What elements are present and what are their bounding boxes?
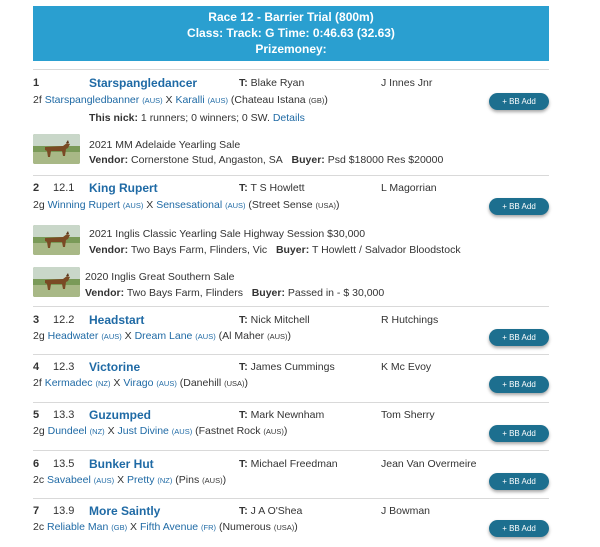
sire-link[interactable]: Headwater [47, 330, 99, 342]
bb-add-button[interactable]: + BB Add [489, 93, 549, 110]
race-title: Race 12 - Barrier Trial (800m) [208, 10, 374, 24]
runner-trainer: T: J A O'Shea [239, 505, 303, 517]
sale-horse-image [33, 267, 80, 297]
dam-link[interactable]: Virago [123, 377, 154, 389]
dam-link[interactable]: Just Divine [117, 425, 169, 437]
sire-link[interactable]: Winning Rupert [47, 199, 120, 211]
runner-jockey: Tom Sherry [381, 409, 435, 421]
runner-trainer: T: Mark Newnham [239, 409, 325, 421]
runner-trainer: T: James Cummings [239, 361, 335, 373]
details-link[interactable]: Details [272, 112, 305, 124]
bb-add-button[interactable]: + BB Add [489, 520, 549, 537]
runner-name-link[interactable]: Headstart [89, 313, 145, 327]
runner-name-link[interactable]: Guzumped [89, 408, 151, 422]
runner-rating: 13.9 [53, 505, 75, 517]
runner-name-link[interactable]: Bunker Hut [89, 457, 154, 471]
runner-trainer: T: Blake Ryan [239, 77, 305, 89]
dam-link[interactable]: Pretty [127, 474, 155, 486]
runner-rating: 12.2 [53, 314, 75, 326]
runner-row [33, 175, 549, 306]
runner-jockey: K Mc Evoy [381, 361, 432, 373]
runner-row [33, 354, 549, 402]
sire-link[interactable]: Starspangledbanner [44, 94, 140, 106]
sire-link[interactable]: Kermadec [44, 377, 93, 389]
runner-row [33, 498, 549, 547]
sale-horse-image [33, 225, 80, 255]
runner-number: 7 [33, 505, 40, 517]
runner-row [33, 69, 549, 175]
race-class-line: Class: Track: G Time: 0:46.63 (32.63) [187, 26, 395, 40]
runner-number: 1 [33, 77, 40, 89]
runner-rating: 12.3 [53, 361, 75, 373]
bb-add-button[interactable]: + BB Add [489, 329, 549, 346]
runner-name-link[interactable]: Starspangledancer [89, 76, 198, 90]
runner-pedigree: 2c Reliable Man (GB) X Fifth Avenue (FR) (Numerous (USA)) [33, 521, 298, 533]
dam-link[interactable]: Karalli [175, 94, 205, 106]
sale-title: 2021 MM Adelaide Yearling Sale [89, 139, 241, 151]
runner-pedigree: 2f Starspangledbanner (AUS) X Karalli (AUS) (Chateau Istana (GB)) [33, 94, 328, 106]
dam-link[interactable]: Sensesational [156, 199, 223, 211]
runner-jockey: R Hutchings [381, 314, 439, 326]
runner-number: 6 [33, 458, 40, 470]
sale-vendor-buyer: Vendor: Two Bays Farm, Flinders, Vic Buyer: T Howlett / Salvador Bloodstock [89, 244, 461, 256]
sale-vendor-buyer: Vendor: Two Bays Farm, Flinders Buyer: Passed in - $ 30,000 [85, 287, 385, 299]
bb-add-button[interactable]: + BB Add [489, 198, 549, 215]
runner-jockey: L Magorrian [381, 182, 437, 194]
runner-name-link[interactable]: Victorine [89, 360, 141, 374]
runner-row [33, 450, 549, 498]
runner-trainer: T: T S Howlett [239, 182, 305, 194]
bb-add-button[interactable]: + BB Add [489, 376, 549, 393]
dam-link[interactable]: Fifth Avenue [139, 521, 199, 533]
bb-add-button[interactable]: + BB Add [489, 473, 549, 490]
runner-number: 5 [33, 409, 40, 421]
runner-number: 3 [33, 314, 40, 326]
sale-title: 2020 Inglis Great Southern Sale [85, 271, 235, 283]
runner-name-link[interactable]: More Saintly [89, 504, 161, 518]
sale-title: 2021 Inglis Classic Yearling Sale Highway Session $30,000 [89, 228, 366, 240]
runner-number: 2 [33, 182, 40, 194]
runner-pedigree: 2g Dundeel (NZ) X Just Divine (AUS) (Fastnet Rock (AUS)) [33, 425, 288, 437]
runner-trainer: T: Michael Freedman [239, 458, 338, 470]
sale-horse-image [33, 134, 80, 164]
runner-pedigree: 2c Savabeel (AUS) X Pretty (NZ) (Pins (AUS)) [33, 474, 227, 486]
runner-rating: 12.1 [53, 182, 75, 194]
sire-link[interactable]: Savabeel [47, 474, 91, 486]
runner-pedigree: 2f Kermadec (NZ) X Virago (AUS) (Danehill (USA)) [33, 377, 249, 389]
dam-link[interactable]: Dream Lane [134, 330, 193, 342]
runner-rating: 13.3 [53, 409, 75, 421]
runner-rating: 13.5 [53, 458, 75, 470]
runner-row [33, 402, 549, 450]
bb-add-button[interactable]: + BB Add [489, 425, 549, 442]
runner-jockey: J Innes Jnr [381, 77, 433, 89]
race-header [33, 6, 549, 61]
runner-jockey: Jean Van Overmeire [381, 458, 477, 470]
sire-link[interactable]: Reliable Man [47, 521, 109, 533]
runner-jockey: J Bowman [381, 505, 431, 517]
runner-trainer: T: Nick Mitchell [239, 314, 310, 326]
runner-name-link[interactable]: King Rupert [89, 181, 158, 195]
runner-row [33, 306, 549, 354]
race-prizemoney: Prizemoney: [255, 42, 327, 56]
sale-vendor-buyer: Vendor: Cornerstone Stud, Angaston, SA Buyer: Psd $18000 Res $20000 [89, 154, 444, 166]
runner-pedigree: 2g Headwater (AUS) X Dream Lane (AUS) (Al Maher (AUS)) [33, 330, 291, 342]
runner-number: 4 [33, 361, 40, 373]
nick-info: This nick: 1 runners; 0 winners; 0 SW. Details [89, 112, 305, 124]
sire-link[interactable]: Dundeel [47, 425, 87, 437]
runner-pedigree: 2g Winning Rupert (AUS) X Sensesational (AUS) (Street Sense (USA)) [33, 199, 340, 211]
